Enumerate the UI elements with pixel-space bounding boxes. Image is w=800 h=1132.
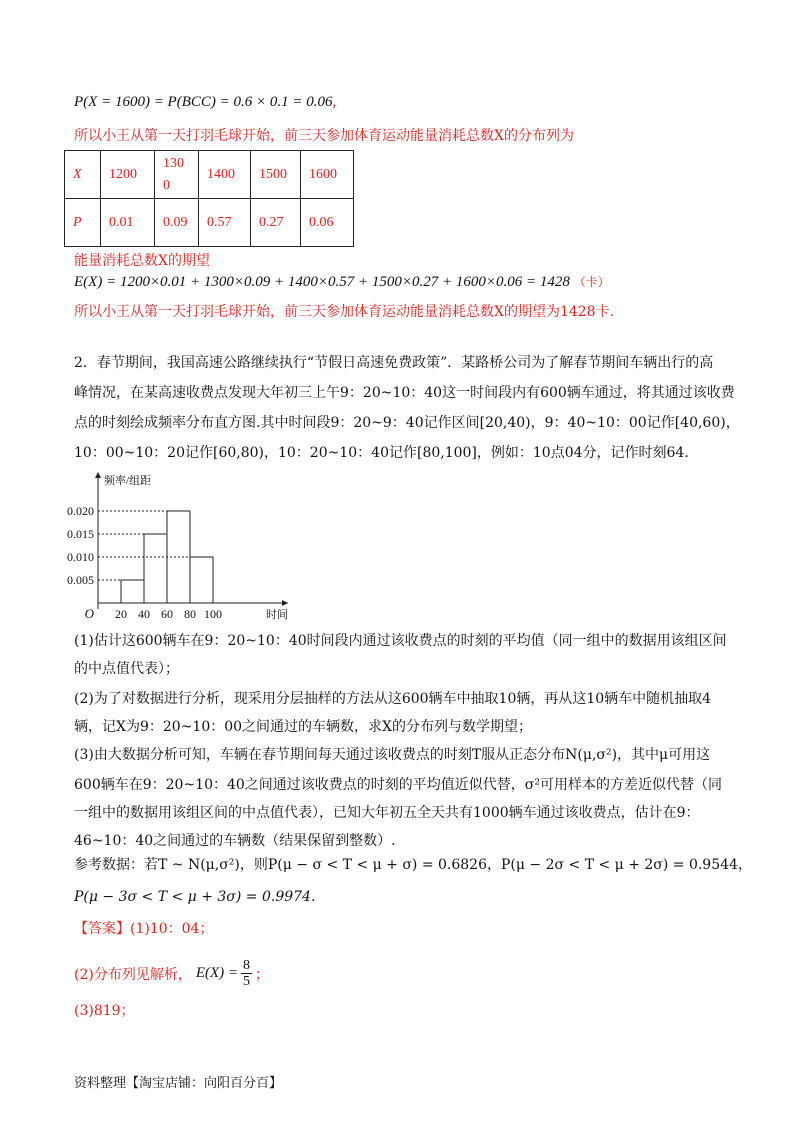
question-3-line1: (3)由大数据分析可知，车辆在春节期间每天通过该收费点的时刻T服从正态分布N(μ,σ²)，其中μ可用这	[74, 747, 711, 763]
p1600-formula: P(X = 1600) = P(BCC) = 0.6 × 0.1 = 0.06	[74, 94, 333, 110]
problem2-line3: 点的时刻绘成频率分布直方图.其中时间段9：20~9：40记作区间[20,40)，9：40~10：00记作[40,60)，	[74, 415, 740, 431]
question-1-line2: 的中点值代表）；	[74, 661, 179, 677]
question-3-line3: 一组中的数据用该组区间的中点值代表），已知大年初五全天共有1000辆车通过该收费点，估计在9：	[74, 805, 700, 821]
question-2-line1: (2)为了对数据进行分析，现采用分层抽样的方法从这600辆车中抽取10辆，再从这10辆车中随机抽取4	[74, 691, 712, 707]
answer-3: (3)819；	[74, 1003, 135, 1019]
table-cell: P	[65, 199, 101, 247]
answer-2-numerator: 8	[243, 958, 251, 973]
table-cell: 1400	[199, 151, 251, 199]
answer-2-lhs: E(X) =	[195, 965, 239, 981]
frequency-histogram	[60, 470, 290, 620]
question-1-line1: (1)估计这600辆车在9：20~10：40时间段内通过该收费点的时刻的平均值（同一组中的数据用该组区间	[74, 633, 727, 649]
answer-2-denominator: 5	[243, 974, 251, 989]
expectation-label: 能量消耗总数X的期望	[74, 253, 210, 269]
problem2-line1: 2．春节期间，我国高速公路继续执行“节假日高速免费政策”．某路桥公司为了解春节期间车辆出行的高	[74, 355, 714, 371]
hist-labels	[67, 473, 288, 620]
answer-tag: 【答案】	[74, 921, 130, 937]
distribution-intro: 所以小王从第一天打羽毛球开始，前三天参加体育运动能量消耗总数X的分布列为	[74, 128, 574, 144]
hist-bar	[190, 557, 213, 603]
problem2-line2: 峰情况，在某高速收费点发现大年初三上午9：20~10：40这一时间段内有600辆车通过，将其通过该收费	[74, 385, 735, 401]
question-3-line2: 600辆车在9：20~10：40之间通过该收费点的时刻的平均值近似代替，σ²可用样本的方差近似代替（同	[74, 777, 722, 793]
expectation-formula: E(X) = 1200×0.01 + 1300×0.09 + 1400×0.57 + 1500×0.27 + 1600×0.06 = 1428	[74, 274, 570, 290]
reference-line2: P(μ − 3σ < T < μ + 3σ) = 0.9974.	[74, 889, 316, 905]
x-tick-label: 80	[184, 607, 196, 620]
answer-1: (1)10：04；	[130, 921, 214, 937]
x-tick-label: 40	[138, 607, 150, 620]
y-tick-label: 0.015	[67, 527, 94, 541]
table-cell: 0.06	[301, 199, 354, 247]
hist-bar	[121, 580, 144, 603]
answer-2-tail: ；	[255, 966, 270, 983]
y-tick-label: 0.005	[67, 573, 94, 587]
hist-bar	[144, 534, 167, 603]
table-cell: 1200	[101, 151, 155, 199]
table-cell: 1500	[251, 151, 301, 199]
table-cell: X	[65, 151, 101, 199]
reference-line1: 参考数据：若T ~ N(μ,σ²)，则P(μ − σ < T < μ + σ) = 0.6826，P(μ − 2σ < T < μ + 2σ) = 0.9544，	[74, 857, 752, 873]
y-tick-label: 0.010	[67, 550, 94, 564]
problem2-line4: 10：00~10：20记作[60,80)，10：20~10：40记作[80,100]，例如：10点04分，记作时刻64.	[74, 445, 689, 461]
origin-label: O	[84, 606, 94, 620]
x-tick-label: 20	[115, 607, 127, 620]
expectation-conclusion: 所以小王从第一天打羽毛球开始，前三天参加体育运动能量消耗总数X的期望为1428卡.	[74, 304, 615, 320]
table-cell: 0.01	[101, 199, 155, 247]
expectation-unit: （卡）	[573, 275, 610, 289]
x-tick-label: 60	[161, 607, 173, 620]
y-tick-label: 0.020	[67, 504, 94, 518]
table-row-p	[65, 199, 354, 247]
table-row-x	[65, 151, 354, 199]
table-cell: 0.27	[251, 199, 301, 247]
table-cell: 0.09	[155, 199, 199, 247]
table-cell: 0.57	[199, 199, 251, 247]
p1600-tail: ,	[332, 94, 337, 110]
table-cell: 1600	[301, 151, 354, 199]
footer-note: 资料整理【淘宝店铺：向阳百分百】	[74, 1076, 283, 1091]
question-3-line4: 46~10：40之间通过的车辆数（结果保留到整数）.	[74, 833, 396, 849]
answer-2-text: (2)分布列见解析，	[74, 966, 192, 983]
table-cell: 1300	[155, 151, 199, 199]
x-tick-label: 100	[204, 607, 222, 620]
hist-axes	[95, 472, 288, 609]
x-axis-label: 时间	[266, 609, 288, 620]
x-axis-arrow	[282, 600, 288, 606]
question-2-line2: 辆，记X为9：20~10：00之间通过的车辆数，求X的分布列与数学期望；	[74, 719, 533, 735]
answer-2-fraction	[241, 958, 252, 989]
y-axis-label: 频率/组距	[104, 475, 152, 487]
distribution-table	[64, 150, 354, 247]
y-axis-arrow	[95, 472, 101, 478]
